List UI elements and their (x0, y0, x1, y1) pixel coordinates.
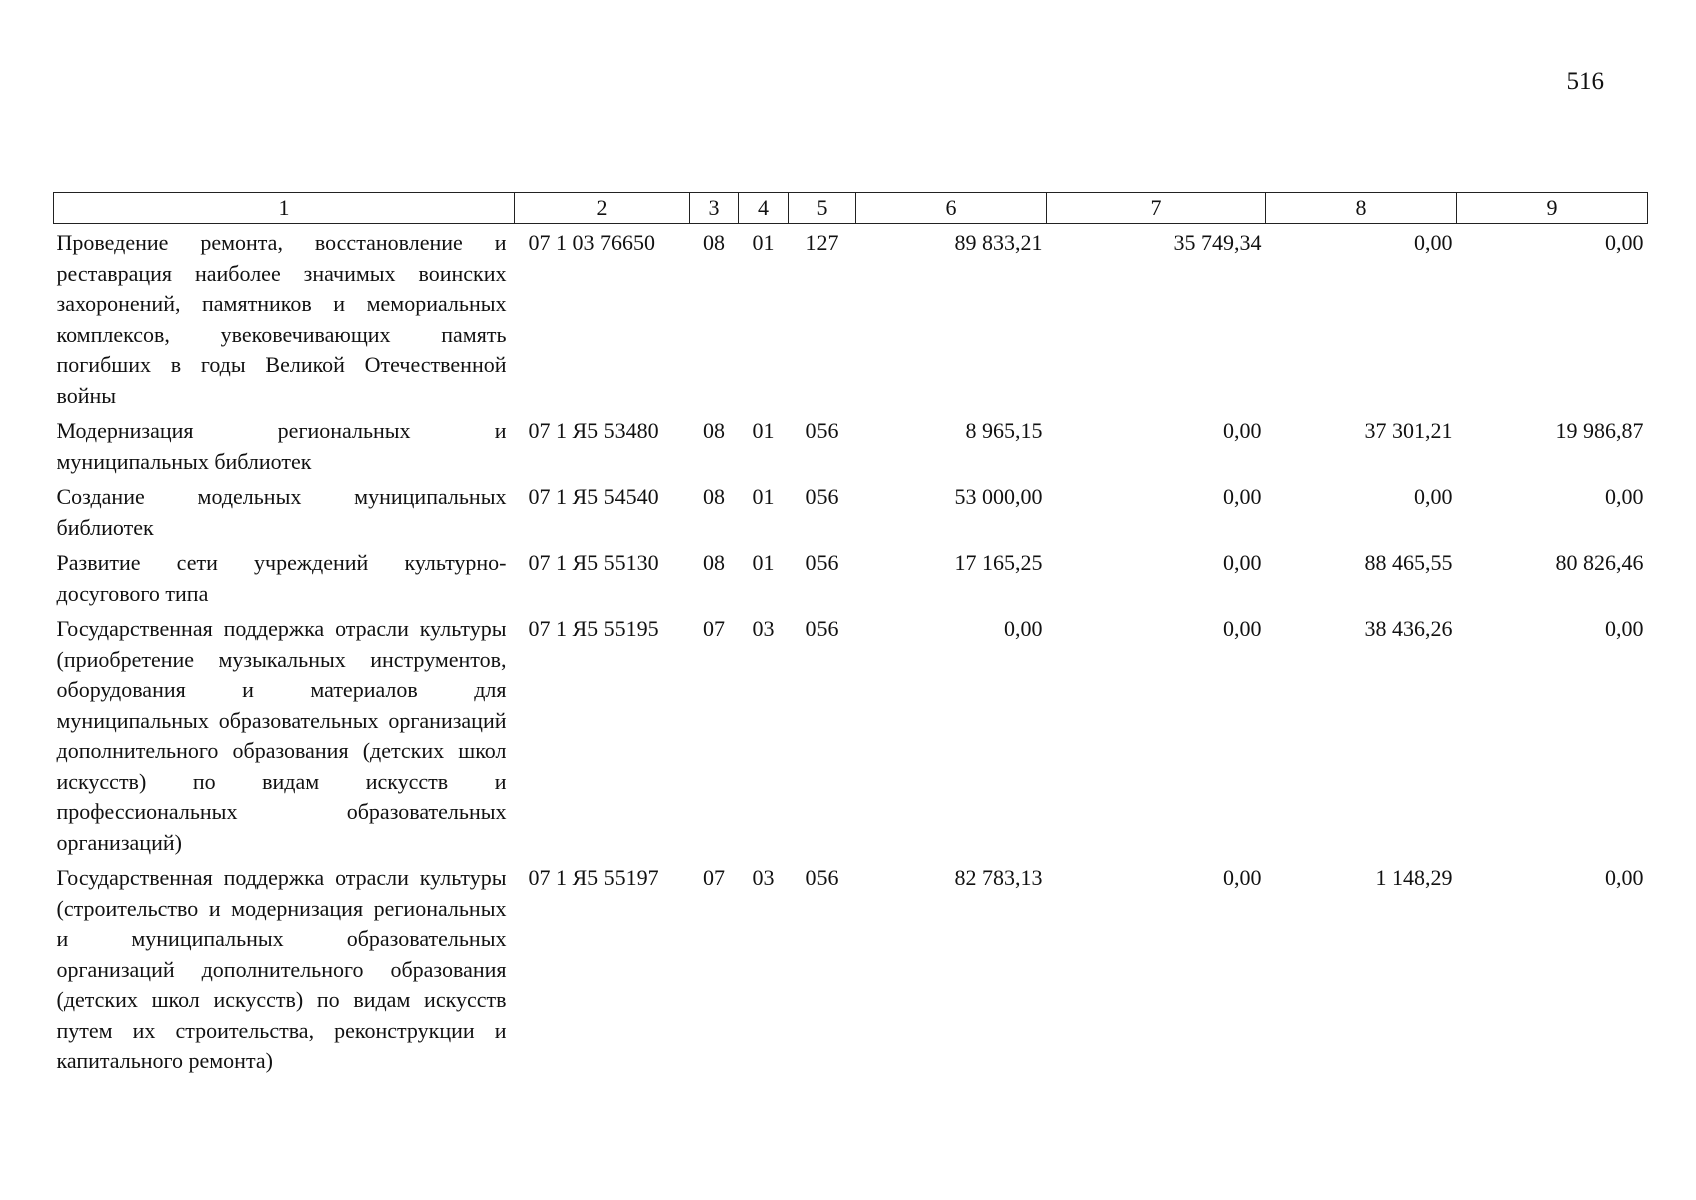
row-value-6: 17 165,25 (954, 550, 1043, 575)
table-row (54, 478, 1648, 544)
column-header-2: 2 (515, 193, 690, 224)
table-row (54, 224, 1648, 413)
row-value-7: 0,00 (1223, 418, 1262, 443)
row-value-8: 88 465,55 (1364, 550, 1453, 575)
row-value-8: 0,00 (1414, 230, 1453, 255)
table-header (54, 193, 1648, 224)
row-subsection: 01 (752, 484, 775, 509)
row-value-6: 82 783,13 (954, 865, 1043, 890)
row-value-9: 80 826,46 (1555, 550, 1644, 575)
table-row (54, 859, 1648, 1078)
page-number: 516 (1566, 68, 1604, 95)
row-section: 08 (703, 418, 725, 443)
budget-table (53, 192, 1648, 1078)
row-type: 056 (805, 550, 839, 575)
row-value-9: 0,00 (1605, 230, 1644, 255)
column-header-6: 6 (856, 193, 1047, 224)
row-value-9: 0,00 (1605, 865, 1644, 890)
row-value-7: 0,00 (1223, 550, 1262, 575)
row-value-6: 0,00 (1004, 616, 1043, 641)
row-value-8: 38 436,26 (1364, 616, 1453, 641)
row-section: 08 (703, 484, 725, 509)
row-name: Проведение ремонта, восстановление и реставрация наиболее значимых воинских захоронений, памятников и мемориальных комплексов, увековечивающих память погибших в годы Великой Отечественной войны (56, 230, 507, 408)
row-section: 07 (703, 616, 725, 641)
row-subsection: 03 (752, 616, 775, 641)
row-value-7: 0,00 (1223, 484, 1262, 509)
row-name: Создание модельных муниципальных библиотек (56, 484, 507, 540)
row-value-9: 0,00 (1605, 484, 1644, 509)
column-header-3: 3 (690, 193, 739, 224)
header-row (54, 193, 1648, 224)
row-section: 07 (703, 865, 725, 890)
row-value-8: 37 301,21 (1364, 418, 1453, 443)
table-row (54, 412, 1648, 478)
row-section: 08 (703, 550, 725, 575)
row-value-6: 53 000,00 (954, 484, 1043, 509)
row-subsection: 01 (752, 550, 775, 575)
row-subsection: 03 (752, 865, 775, 890)
row-code: 07 1 Я5 55197 (528, 865, 659, 890)
table-body (54, 224, 1648, 1078)
row-code: 07 1 03 76650 (528, 230, 655, 255)
row-name: Модернизация региональных и муниципальных библиотек (56, 418, 507, 474)
column-header-9: 9 (1457, 193, 1648, 224)
row-type: 056 (805, 484, 839, 509)
row-value-8: 0,00 (1414, 484, 1453, 509)
row-value-7: 35 749,34 (1173, 230, 1262, 255)
row-name: Развитие сети учреждений культурно-досугового типа (56, 550, 507, 606)
row-value-8: 1 148,29 (1375, 865, 1453, 890)
row-value-6: 8 965,15 (965, 418, 1043, 443)
row-subsection: 01 (752, 418, 775, 443)
row-value-9: 0,00 (1605, 616, 1644, 641)
row-code: 07 1 Я5 53480 (528, 418, 659, 443)
row-value-9: 19 986,87 (1555, 418, 1644, 443)
row-type: 056 (805, 865, 839, 890)
table-row (54, 544, 1648, 610)
row-name: Государственная поддержка отрасли культуры (приобретение музыкальных инструментов, оборудования и материалов для муниципальных образовательных организаций дополнительного образования (детских школ искусств) по видам искусств и профессиональных образовательных организаций) (56, 616, 507, 855)
column-header-5: 5 (789, 193, 856, 224)
row-type: 056 (805, 418, 839, 443)
row-value-7: 0,00 (1223, 865, 1262, 890)
row-name: Государственная поддержка отрасли культуры (строительство и модернизация региональных и муниципальных образовательных организаций дополнительного образования (детских школ искусств) по видам искусств путем их строительства, реконструкции и капитального ремонта) (56, 865, 507, 1073)
column-header-8: 8 (1266, 193, 1457, 224)
table-row (54, 610, 1648, 859)
column-header-7: 7 (1047, 193, 1266, 224)
row-code: 07 1 Я5 54540 (528, 484, 659, 509)
row-type: 127 (805, 230, 839, 255)
row-code: 07 1 Я5 55130 (528, 550, 659, 575)
row-subsection: 01 (752, 230, 775, 255)
row-value-7: 0,00 (1223, 616, 1262, 641)
row-code: 07 1 Я5 55195 (528, 616, 659, 641)
column-header-4: 4 (739, 193, 789, 224)
column-header-1: 1 (54, 193, 515, 224)
row-value-6: 89 833,21 (954, 230, 1043, 255)
row-type: 056 (805, 616, 839, 641)
row-section: 08 (703, 230, 725, 255)
